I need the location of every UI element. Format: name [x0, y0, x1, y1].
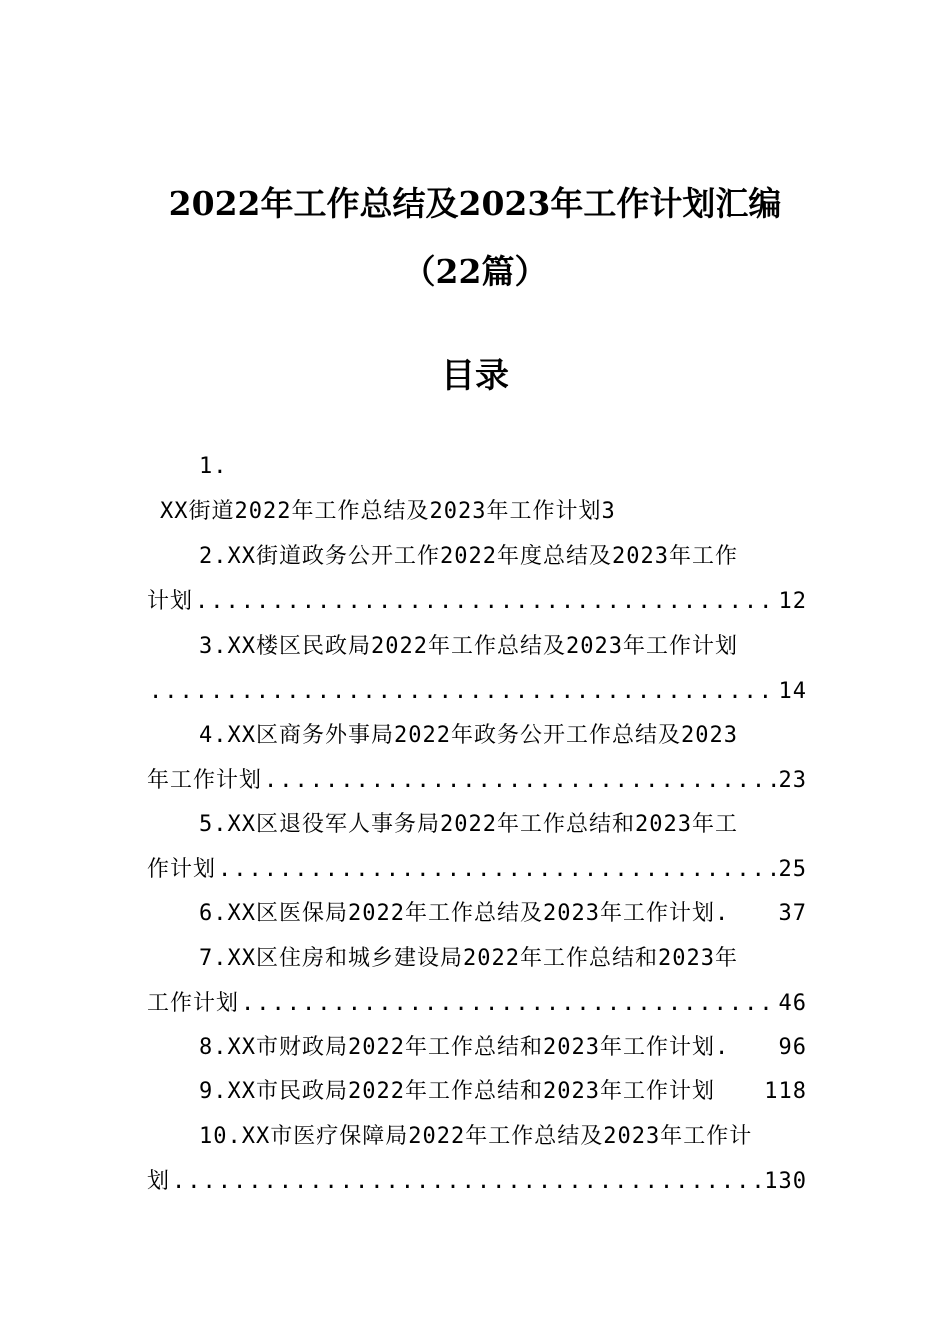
toc-item-2[interactable]	[147, 542, 807, 572]
dot-leader	[195, 587, 776, 617]
toc-item-page: 118	[764, 1079, 807, 1104]
toc-item-5[interactable]	[147, 810, 807, 840]
toc-item-3-cont[interactable]	[147, 677, 807, 707]
toc-item-5-cont[interactable]	[147, 855, 807, 885]
toc-item-page: 3	[601, 499, 616, 524]
toc-item-6[interactable]	[147, 899, 807, 929]
toc-item-number: 1.	[199, 454, 228, 479]
toc-item-4[interactable]	[147, 721, 807, 751]
document-title: 2022年工作总结及2023年工作计划汇编	[168, 184, 782, 223]
toc-item-page: 37	[778, 901, 807, 926]
toc-item-page: 14	[778, 679, 807, 704]
toc-item-title-cont: 划	[147, 1169, 171, 1194]
document-subtitle: （22篇）	[402, 252, 548, 291]
toc-item-page: 130	[764, 1169, 807, 1194]
toc-item-title-cont: 年工作计划	[147, 768, 263, 793]
toc-item-7[interactable]	[147, 944, 807, 974]
dot-leader	[149, 677, 777, 707]
toc-item-title: 5.XX区退役军人事务局2022年工作总结和2023年工	[199, 812, 738, 837]
toc-item-page: 96	[778, 1035, 807, 1060]
toc-item-1-number[interactable]	[147, 452, 807, 482]
toc-item-title: 2.XX街道政务公开工作2022年度总结及2023年工作	[199, 544, 738, 569]
toc-item-title: 8.XX市财政局2022年工作总结和2023年工作计划.	[199, 1035, 730, 1060]
toc-item-title-cont: 工作计划	[147, 991, 240, 1016]
toc-item-10-cont[interactable]	[147, 1167, 807, 1197]
toc-heading: 目录	[441, 356, 509, 396]
dot-leader	[172, 1167, 762, 1197]
dot-leader	[264, 766, 776, 796]
toc-item-title: 4.XX区商务外事局2022年政务公开工作总结及2023	[199, 723, 738, 748]
toc-item-title: 10.XX市医疗保障局2022年工作总结及2023年工作计	[199, 1124, 753, 1149]
toc-item-10[interactable]	[147, 1122, 807, 1152]
toc-item-title: 6.XX区医保局2022年工作总结及2023年工作计划.	[199, 901, 730, 926]
toc-item-4-cont[interactable]	[147, 766, 807, 796]
toc-item-8[interactable]	[147, 1033, 807, 1063]
toc-item-title: 9.XX市民政局2022年工作总结和2023年工作计划	[199, 1079, 715, 1104]
toc-item-page: 23	[778, 768, 807, 793]
dot-leader	[241, 989, 776, 1019]
toc-item-page: 25	[778, 857, 807, 882]
toc-item-2-cont[interactable]	[147, 587, 807, 617]
toc-item-1[interactable]	[160, 497, 820, 527]
toc-item-page: 12	[778, 589, 807, 614]
toc-item-title-cont: 计划	[147, 589, 194, 614]
toc-item-title: 3.XX楼区民政局2022年工作总结及2023年工作计划	[199, 634, 738, 659]
toc-item-title: XX街道2022年工作总结及2023年工作计划	[160, 499, 602, 524]
toc-item-title-cont: 作计划	[147, 857, 217, 882]
toc-item-7-cont[interactable]	[147, 989, 807, 1019]
toc-item-title: 7.XX区住房和城乡建设局2022年工作总结和2023年	[199, 946, 738, 971]
toc-item-9[interactable]	[147, 1077, 807, 1107]
toc-item-page: 46	[778, 991, 807, 1016]
toc-item-3[interactable]	[147, 632, 807, 662]
dot-leader	[218, 855, 776, 885]
